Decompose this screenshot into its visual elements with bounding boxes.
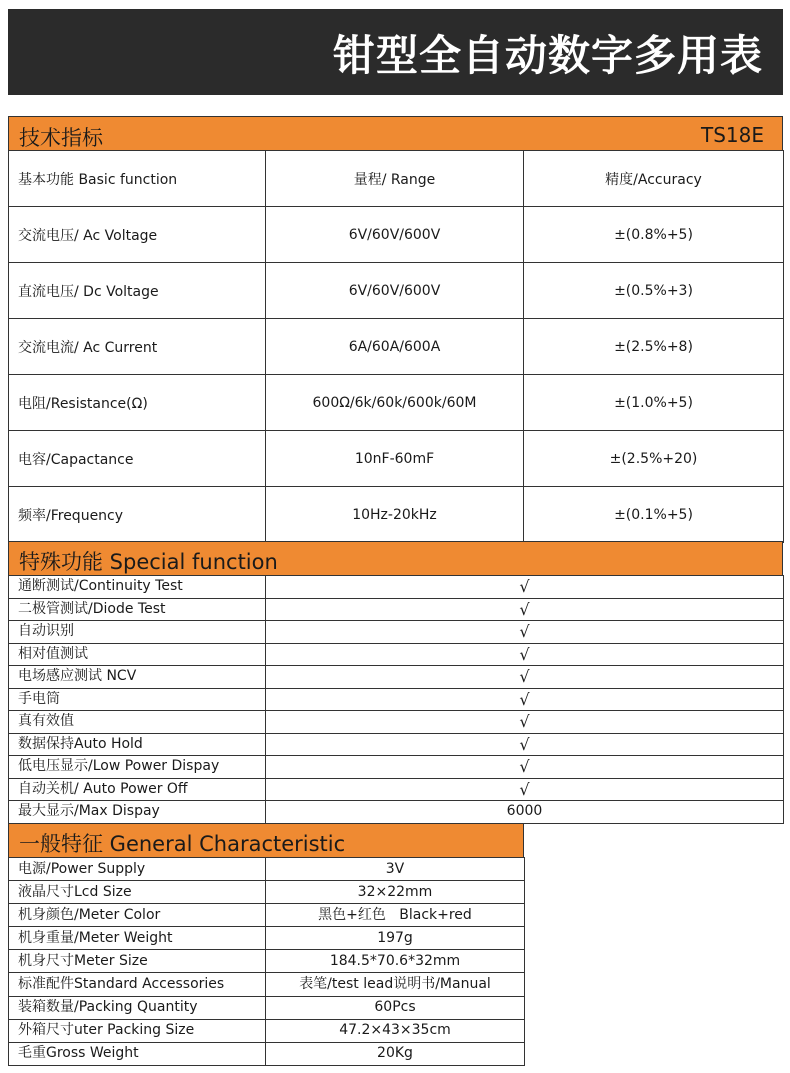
table-cell: 自动关机/ Auto Power Off bbox=[9, 778, 266, 801]
table-row bbox=[9, 733, 784, 756]
table-row bbox=[9, 598, 784, 621]
general-characteristic-label: 一般特征 General Characteristic bbox=[19, 832, 346, 856]
table-cell: 184.5*70.6*32mm bbox=[266, 950, 525, 973]
table-cell: 数据保持Auto Hold bbox=[9, 733, 266, 756]
table-cell: ±(0.5%+3) bbox=[524, 263, 784, 319]
table-row bbox=[9, 375, 784, 431]
table-row bbox=[9, 151, 784, 207]
table-row bbox=[9, 711, 784, 734]
table-cell: 机身尺寸Meter Size bbox=[9, 950, 266, 973]
table-cell: ±(2.5%+8) bbox=[524, 319, 784, 375]
table-cell: 相对值测试 bbox=[9, 643, 266, 666]
table-cell: 标准配件Standard Accessories bbox=[9, 973, 266, 996]
table-cell: 47.2×43×35cm bbox=[266, 1019, 525, 1042]
special-function-bar bbox=[8, 541, 783, 576]
table-cell: 电容/Capactance bbox=[9, 431, 266, 487]
tech-spec-label: 技术指标 bbox=[19, 126, 103, 150]
table-cell: 装箱数量/Packing Quantity bbox=[9, 996, 266, 1019]
table-row bbox=[9, 431, 784, 487]
table-cell: 电源/Power Supply bbox=[9, 858, 266, 881]
table-cell: 6V/60V/600V bbox=[266, 263, 524, 319]
check-mark: √ bbox=[266, 688, 784, 711]
table-row bbox=[9, 904, 525, 927]
table-row bbox=[9, 207, 784, 263]
table-cell: 60Pcs bbox=[266, 996, 525, 1019]
table-cell: 3V bbox=[266, 858, 525, 881]
table-row bbox=[9, 666, 784, 689]
table-cell: 600Ω/6k/60k/600k/60M bbox=[266, 375, 524, 431]
table-cell: ±(0.1%+5) bbox=[524, 487, 784, 543]
table-row bbox=[9, 973, 525, 996]
table-cell: ±(2.5%+20) bbox=[524, 431, 784, 487]
table-cell: 10nF-60mF bbox=[266, 431, 524, 487]
table-cell: 黑色+红色 Black+red bbox=[266, 904, 525, 927]
table-cell: 真有效值 bbox=[9, 711, 266, 734]
table-cell: 32×22mm bbox=[266, 881, 525, 904]
table-header-cell: 基本功能 Basic function bbox=[9, 151, 266, 207]
table-cell: 低电压显示/Low Power Dispay bbox=[9, 756, 266, 779]
table-cell: 通断测试/Continuity Test bbox=[9, 576, 266, 599]
table-cell: 外箱尺寸uter Packing Size bbox=[9, 1019, 266, 1042]
table-header-cell: 量程/ Range bbox=[266, 151, 524, 207]
table-row bbox=[9, 881, 525, 904]
table-row bbox=[9, 643, 784, 666]
table-cell: 电场感应测试 NCV bbox=[9, 666, 266, 689]
table-header-cell: 精度/Accuracy bbox=[524, 151, 784, 207]
table-cell: 电阻/Resistance(Ω) bbox=[9, 375, 266, 431]
check-mark: √ bbox=[266, 711, 784, 734]
table-row bbox=[9, 621, 784, 644]
table-cell: 手电筒 bbox=[9, 688, 266, 711]
table-row bbox=[9, 950, 525, 973]
general-characteristic-bar bbox=[8, 823, 524, 858]
table-cell: 直流电压/ Dc Voltage bbox=[9, 263, 266, 319]
general-characteristic-table bbox=[8, 857, 525, 1066]
table-row bbox=[9, 1019, 525, 1042]
table-cell: 6A/60A/600A bbox=[266, 319, 524, 375]
tech-spec-bar bbox=[8, 116, 783, 151]
table-row bbox=[9, 1042, 525, 1065]
table-row bbox=[9, 688, 784, 711]
tech-spec-table bbox=[8, 150, 784, 543]
check-mark: √ bbox=[266, 598, 784, 621]
model-number: TS18E bbox=[701, 123, 764, 147]
check-mark: √ bbox=[266, 643, 784, 666]
table-cell: 机身重量/Meter Weight bbox=[9, 927, 266, 950]
table-cell: 6V/60V/600V bbox=[266, 207, 524, 263]
table-cell: 自动识别 bbox=[9, 621, 266, 644]
table-row bbox=[9, 263, 784, 319]
table-cell: ±(0.8%+5) bbox=[524, 207, 784, 263]
special-function-label: 特殊功能 Special function bbox=[19, 550, 278, 574]
table-cell: 二极管测试/Diode Test bbox=[9, 598, 266, 621]
table-cell: 交流电压/ Ac Voltage bbox=[9, 207, 266, 263]
table-cell: 10Hz-20kHz bbox=[266, 487, 524, 543]
table-cell: 频率/Frequency bbox=[9, 487, 266, 543]
special-function-table bbox=[8, 575, 784, 824]
table-row bbox=[9, 756, 784, 779]
max-display-value: 6000 bbox=[266, 801, 784, 824]
table-cell: ±(1.0%+5) bbox=[524, 375, 784, 431]
table-cell: 197g bbox=[266, 927, 525, 950]
table-row bbox=[9, 319, 784, 375]
table-cell: 20Kg bbox=[266, 1042, 525, 1065]
table-cell: 毛重Gross Weight bbox=[9, 1042, 266, 1065]
check-mark: √ bbox=[266, 756, 784, 779]
table-row bbox=[9, 996, 525, 1019]
table-row bbox=[9, 927, 525, 950]
table-cell: 交流电流/ Ac Current bbox=[9, 319, 266, 375]
table-row bbox=[9, 576, 784, 599]
table-cell: 液晶尺寸Lcd Size bbox=[9, 881, 266, 904]
table-cell: 机身颜色/Meter Color bbox=[9, 904, 266, 927]
check-mark: √ bbox=[266, 576, 784, 599]
check-mark: √ bbox=[266, 733, 784, 756]
table-cell: 表笔/test lead说明书/Manual bbox=[266, 973, 525, 996]
table-row bbox=[9, 778, 784, 801]
check-mark: √ bbox=[266, 621, 784, 644]
check-mark: √ bbox=[266, 778, 784, 801]
table-row bbox=[9, 801, 784, 824]
table-row bbox=[9, 487, 784, 543]
page-header bbox=[8, 9, 783, 95]
table-cell: 最大显示/Max Dispay bbox=[9, 801, 266, 824]
page-title: 钳型全自动数字多用表 bbox=[332, 31, 763, 80]
table-row bbox=[9, 858, 525, 881]
check-mark: √ bbox=[266, 666, 784, 689]
